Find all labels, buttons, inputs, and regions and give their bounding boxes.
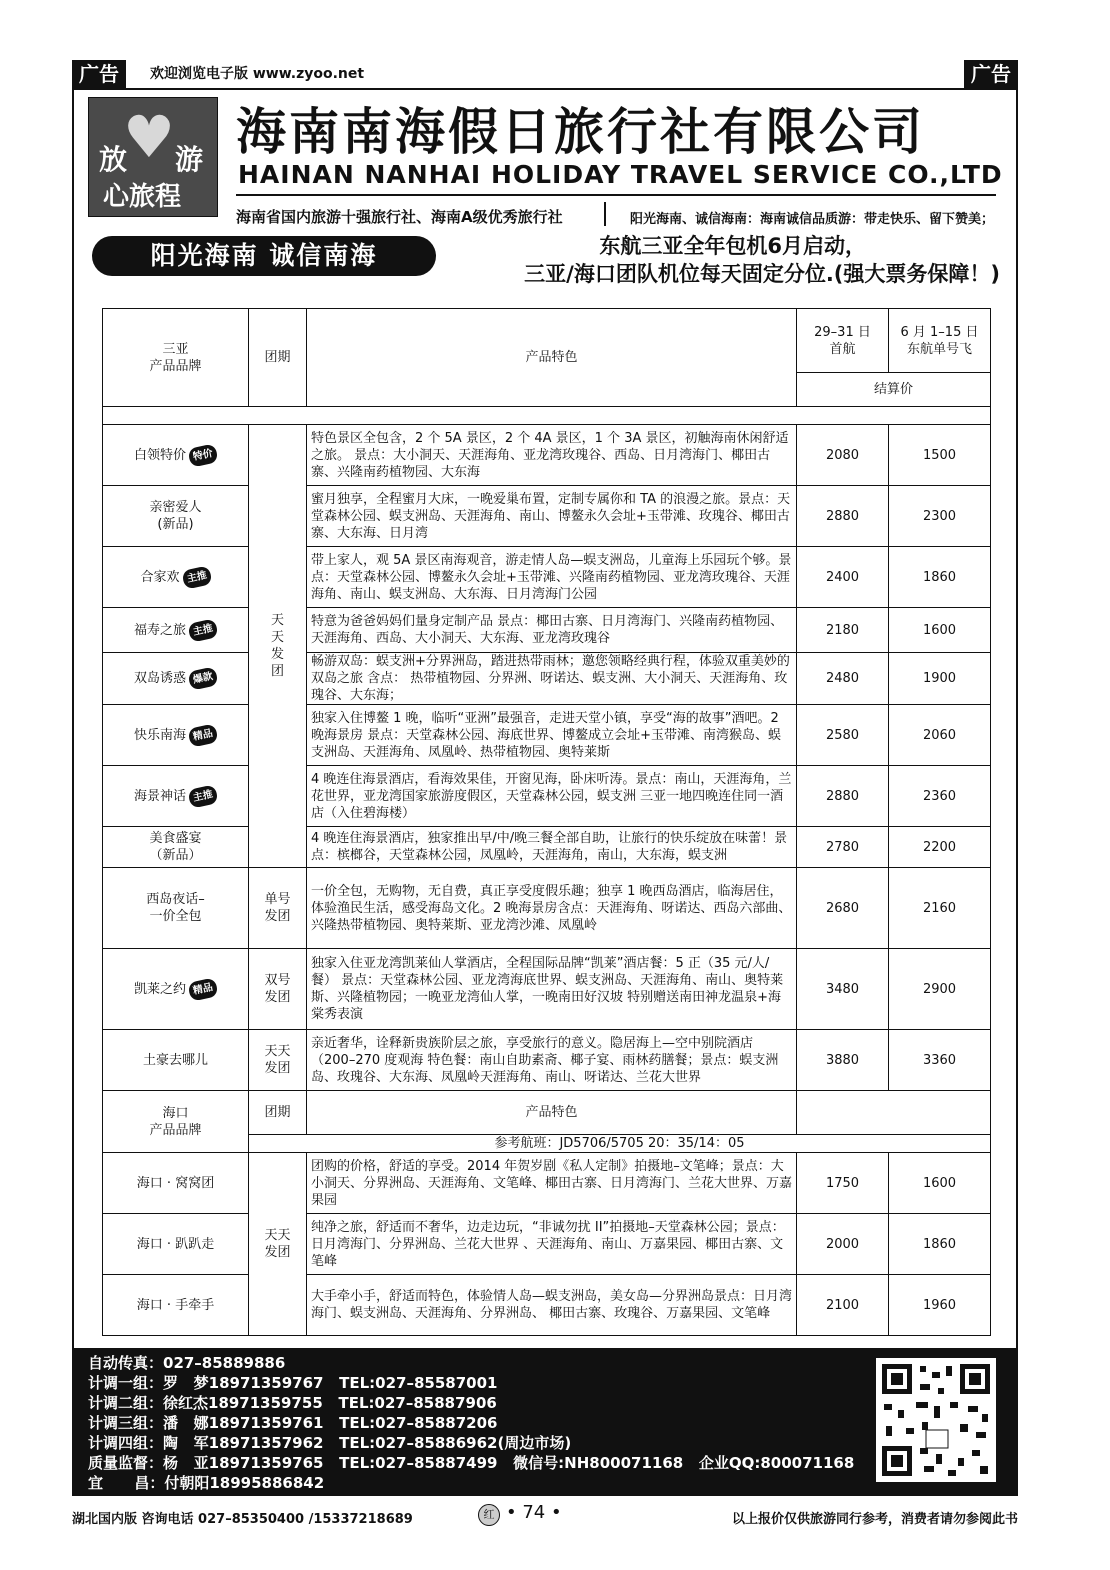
price-a: 2880 bbox=[797, 486, 889, 547]
contact-line: 宜 昌：付朝阳18995886842 bbox=[88, 1474, 325, 1492]
company-name-en: HAINAN NANHAI HOLIDAY TRAVEL SERVICE CO.,LTD bbox=[238, 160, 1003, 189]
footer-left: 湖北国内版 咨询电话 027–85350400 /15337218689 bbox=[72, 1512, 413, 1527]
product-features: 一价全包，无购物，无自费，真正享受度假乐趣；独享 1 晚西岛酒店，临海居住，体验渔民生活，感受海岛文化。2 晚海景房含点：天涯海角、呀诺达、西岛六部曲、兴隆热带植物园、奥特莱斯、亚龙湾沙滩、凤凰岭 bbox=[307, 868, 797, 949]
price-b: 1860 bbox=[889, 1214, 991, 1275]
table-row bbox=[103, 868, 991, 949]
product-features: 独家入住亚龙湾凯莱仙人掌酒店，全程国际品牌“凯莱”酒店餐：5 正（35 元/人/餐） 景点：天堂森林公园、亚龙湾海底世界、蜈支洲岛、天涯海角、南山、奥特莱斯、兴隆植物园；一晚亚龙湾仙人掌，一晚南田好汉坡 特别赠送南田神龙温泉+海棠秀表演 bbox=[307, 949, 797, 1030]
product-name bbox=[103, 766, 249, 827]
price-b: 2160 bbox=[889, 868, 991, 949]
header-separator bbox=[604, 202, 606, 226]
product-features: 纯净之旅，舒适而不奢华，边走边玩，“非诚勿扰 II”拍摄地–天堂森林公园；景点：日月湾海门、分界洲岛、兰花大世界 、天涯海角、南山、万嘉果园、椰田古寨、文笔峰 bbox=[307, 1214, 797, 1275]
price-b: 2060 bbox=[889, 705, 991, 766]
contact-line: 计调一组：罗 梦18971359767 TEL:027–85587001 bbox=[88, 1374, 498, 1392]
heart-icon: ♥ bbox=[123, 103, 175, 171]
product-name bbox=[103, 949, 249, 1030]
price-b: 2200 bbox=[889, 827, 991, 868]
contact-panel bbox=[72, 1348, 1018, 1496]
seal-icon: 红 bbox=[478, 1504, 500, 1526]
table-row bbox=[103, 407, 991, 425]
price-b: 2900 bbox=[889, 949, 991, 1030]
table-row bbox=[103, 705, 991, 766]
product-features: 亲近奢华，诠释新贵族阶层之旅，享受旅行的意义。隐居海上—空中别院酒店（200–270 度观海 特色餐：南山自助素斋、椰子宴、雨林药膳餐；景点：蜈支洲岛、玫瑰谷、大东海、凤凰岭天涯海角、南山、呀诺达、兰花大世界 bbox=[307, 1030, 797, 1091]
table-row bbox=[103, 486, 991, 547]
price-a: 2580 bbox=[797, 705, 889, 766]
product-name bbox=[103, 868, 249, 949]
product-features: 独家入住博鳌 1 晚，临听“亚洲”最强音，走进天堂小镇，享受“海的故事”酒吧。2 晚海景房 景点：天堂森林公园、海底世界、博鳌成立会址+玉带滩、南湾猴岛、蜈支洲岛、天涯海角、凤凰岭、热带植物园、奥特莱斯 bbox=[307, 705, 797, 766]
product-features: 4 晚连住海景酒店，独家推出早/中/晚三餐全部自助，让旅行的快乐绽放在味蕾！景点：槟榔谷，天堂森林公园，凤凰岭，天涯海角，南山，大东海，蜈支洲 bbox=[307, 827, 797, 868]
price-b: 2360 bbox=[889, 766, 991, 827]
table-row bbox=[103, 309, 991, 373]
product-name: 海口 · 手牵手 bbox=[103, 1275, 249, 1336]
price-b: 2300 bbox=[889, 486, 991, 547]
product-name bbox=[103, 425, 249, 486]
price-a: 2480 bbox=[797, 653, 889, 705]
company-slogan: 阳光海南、诚信海南：海南诚信品质游：带走快乐、留下赞美； bbox=[630, 212, 995, 227]
product-name bbox=[103, 486, 249, 547]
price-a: 2100 bbox=[797, 1275, 889, 1336]
price-a: 2400 bbox=[797, 547, 889, 608]
product-name-text: 西岛夜话– 一价全包 bbox=[146, 892, 205, 924]
product-name-text: 土豪去哪儿 bbox=[142, 1052, 208, 1068]
contact-line: 计调二组：徐红杰18971359755 TEL:027–85887906 bbox=[88, 1394, 497, 1412]
group-daily: 天 天 发 团 bbox=[249, 425, 307, 868]
product-name-text: 双岛诱惑 bbox=[133, 671, 186, 686]
price-a: 2680 bbox=[797, 868, 889, 949]
ad-label-left: 广告 bbox=[72, 60, 126, 88]
product-features: 团购的价格，舒适的享受。2014 年贺岁剧《私人定制》拍摄地–文笔峰；景点：大小洞天、分界洲岛、天涯海角、文笔峰、椰田古寨、日月湾海门、兰花大世界、万嘉果园 bbox=[307, 1153, 797, 1214]
product-badge: 精品 bbox=[187, 977, 218, 1001]
table-row bbox=[103, 653, 991, 705]
group-schedule: 双号 发团 bbox=[249, 949, 307, 1030]
header-col-b: 6 月 1–15 日 东航单号飞 bbox=[889, 309, 991, 373]
product-name bbox=[103, 705, 249, 766]
haikou-header-blank bbox=[797, 1091, 991, 1135]
page-number-area bbox=[478, 1502, 562, 1526]
product-name-text: 白领特价 bbox=[133, 447, 186, 463]
table-row bbox=[103, 425, 991, 486]
price-b: 3360 bbox=[889, 1030, 991, 1091]
contact-line: 计调三组：潘 娜18971359761 TEL:027–85887206 bbox=[88, 1414, 498, 1432]
qr-code[interactable] bbox=[876, 1358, 996, 1482]
price-a: 2880 bbox=[797, 766, 889, 827]
haikou-header-brand: 海口 产品品牌 bbox=[103, 1091, 249, 1153]
price-table bbox=[102, 308, 991, 1336]
product-features: 特色景区全包含，2 个 5A 景区，2 个 4A 景区，1 个 3A 景区，初触海南休闲舒适之旅。 景点：大小洞天、天涯海角、亚龙湾玫瑰谷、西岛、日月湾海门、椰田古寨、兴隆南药植物园、大东海 bbox=[307, 425, 797, 486]
product-name-text: 福寿之旅 bbox=[133, 622, 186, 638]
price-a: 2000 bbox=[797, 1214, 889, 1275]
header-brand: 三亚 产品品牌 bbox=[103, 309, 249, 407]
price-a: 3880 bbox=[797, 1030, 889, 1091]
table-row bbox=[103, 1091, 991, 1135]
header-col-a: 29–31 日 首航 bbox=[797, 309, 889, 373]
product-features: 畅游双岛：蜈支洲+分界洲岛，踏进热带雨林；邀您领略经典行程，体验双重美妙的双岛之旅 含点： 热带植物园、分界洲、呀诺达、蜈支洲、大小洞天、天涯海角、玫瑰谷、大东海； bbox=[307, 653, 797, 705]
logo-text-a: 放 bbox=[99, 143, 128, 176]
product-features: 4 晚连住海景酒店，看海效果佳，开窗见海，卧床听涛。景点：南山，天涯海角，兰花世界，亚龙湾国家旅游度假区，天堂森林公园，蜈支洲 三亚一地四晚连住同一酒店（入住碧海楼） bbox=[307, 766, 797, 827]
table-row bbox=[103, 1153, 991, 1214]
table-row bbox=[103, 1030, 991, 1091]
product-name: 海口 · 趴趴走 bbox=[103, 1214, 249, 1275]
price-b: 1600 bbox=[889, 1153, 991, 1214]
contact-line: 计调四组：陶 军18971357962 TEL:027–85886962(周边市场) bbox=[88, 1434, 572, 1452]
logo-text-b: 游 bbox=[175, 143, 204, 176]
product-badge: 主推 bbox=[181, 565, 212, 589]
table-row bbox=[103, 608, 991, 653]
table-row bbox=[103, 766, 991, 827]
product-badge: 特价 bbox=[187, 443, 218, 467]
haikou-header-features: 产品特色 bbox=[307, 1091, 797, 1135]
product-name bbox=[103, 547, 249, 608]
contact-line: 质量监督：杨 亚18971359765 TEL:027–85887499 微信号:NH800071168 企业QQ:800071168 bbox=[88, 1454, 855, 1472]
product-features: 蜜月独享，全程蜜月大床，一晚爱巢布置，定制专属你和 TA 的浪漫之旅。景点：天堂森林公园、蜈支洲岛、天涯海角、南山、博鳌永久会址+玉带滩、玫瑰谷、椰田古寨、大东海、日月湾 bbox=[307, 486, 797, 547]
price-b: 1960 bbox=[889, 1275, 991, 1336]
header-price-label: 结算价 bbox=[797, 373, 991, 407]
contact-line: 自动传真：027–85889886 bbox=[88, 1354, 286, 1372]
product-name-text: 亲密爱人 (新品) bbox=[149, 500, 202, 532]
price-b: 1900 bbox=[889, 653, 991, 705]
price-b: 1860 bbox=[889, 547, 991, 608]
price-a: 1750 bbox=[797, 1153, 889, 1214]
table-row bbox=[103, 547, 991, 608]
product-name bbox=[103, 653, 249, 705]
price-b: 1500 bbox=[889, 425, 991, 486]
site-link[interactable]: 欢迎浏览电子版 www.zyoo.net bbox=[150, 66, 365, 82]
price-a: 3480 bbox=[797, 949, 889, 1030]
product-name: 海口 · 窝窝团 bbox=[103, 1153, 249, 1214]
table-row bbox=[103, 1275, 991, 1336]
haikou-header-period: 团期 bbox=[249, 1091, 307, 1135]
product-features: 大手牵小手，舒适而特色，体验情人岛—蜈支洲岛，美女岛—分界洲岛景点：日月湾海门、蜈支洲岛、天涯海角、分界洲岛、 椰田古寨、玫瑰谷、万嘉果园、文笔峰 bbox=[307, 1275, 797, 1336]
header-period: 团期 bbox=[249, 309, 307, 407]
price-a: 2180 bbox=[797, 608, 889, 653]
product-name-text: 美食盛宴 （新品） bbox=[149, 831, 202, 863]
product-name-text: 快乐南海 bbox=[133, 727, 186, 743]
price-a: 2080 bbox=[797, 425, 889, 486]
table-row bbox=[103, 827, 991, 868]
product-badge: 主推 bbox=[187, 784, 218, 808]
product-features: 特意为爸爸妈妈们量身定制产品 景点：椰田古寨、日月湾海门、兴隆南药植物园、天涯海角、西岛、大小洞天、大东海、亚龙湾玫瑰谷 bbox=[307, 608, 797, 653]
group-schedule: 单号 发团 bbox=[249, 868, 307, 949]
group-daily: 天天 发团 bbox=[249, 1153, 307, 1336]
header-features: 产品特色 bbox=[307, 309, 797, 407]
qr-code-icon bbox=[876, 1358, 996, 1482]
price-b: 1600 bbox=[889, 608, 991, 653]
slogan-pill: 阳光海南 诚信南海 bbox=[92, 236, 436, 276]
promo-line-1: 东航三亚全年包机6月启动， bbox=[599, 234, 866, 258]
haikou-flight: 参考航班：JD5706/5705 20：35/14：05 bbox=[249, 1135, 991, 1153]
page-number: • 74 • bbox=[506, 1502, 562, 1523]
product-name bbox=[103, 608, 249, 653]
product-badge: 精品 bbox=[187, 723, 218, 747]
table-row bbox=[103, 949, 991, 1030]
product-name-text: 合家欢 bbox=[140, 569, 180, 585]
header-spacer bbox=[103, 407, 991, 425]
company-name-cn: 海南南海假日旅行社有限公司 bbox=[236, 103, 925, 161]
product-name-text: 凯莱之约 bbox=[133, 981, 186, 997]
header-divider bbox=[236, 194, 996, 196]
product-badge: 主推 bbox=[187, 618, 218, 642]
product-name-text: 海景神话 bbox=[133, 788, 186, 804]
group-schedule: 天天 发团 bbox=[249, 1030, 307, 1091]
product-name bbox=[103, 827, 249, 868]
product-features: 带上家人，观 5A 景区南海观音，游走情人岛—蜈支洲岛，儿童海上乐园玩个够。景点：天堂森林公园、博鳌永久会址+玉带滩、兴隆南药植物园、亚龙湾玫瑰谷、天涯海角、南山、蜈支洲岛、大东海、日月湾海门公园 bbox=[307, 547, 797, 608]
promo-line-2: 三亚/海口团队机位每天固定分位.(强大票务保障！) bbox=[524, 262, 1000, 286]
company-logo bbox=[88, 97, 218, 217]
footer-disclaimer: 以上报价仅供旅游同行参考，消费者请勿参阅此书 bbox=[731, 1512, 1018, 1527]
ad-label-right: 广告 bbox=[964, 60, 1018, 88]
table-row bbox=[103, 1214, 991, 1275]
product-name bbox=[103, 1030, 249, 1091]
product-badge: 爆款 bbox=[187, 666, 218, 690]
logo-text-c: 心旅程 bbox=[103, 182, 182, 212]
price-a: 2780 bbox=[797, 827, 889, 868]
company-honors: 海南省国内旅游十强旅行社、海南A级优秀旅行社 bbox=[236, 208, 563, 226]
